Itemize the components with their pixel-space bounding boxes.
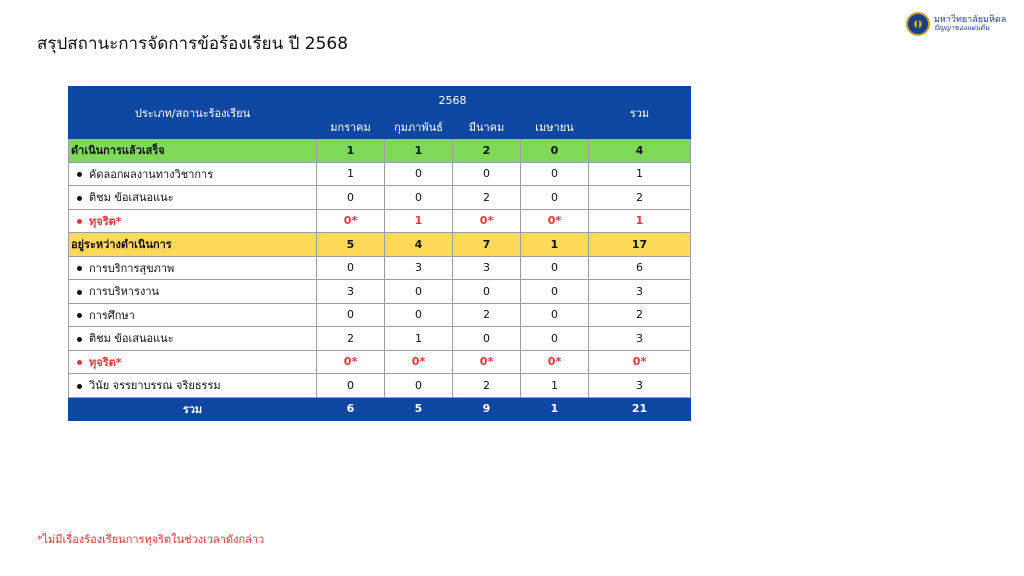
- group-row-completed: [69, 139, 691, 163]
- header-month: มกราคม: [317, 115, 385, 139]
- cell: 1: [317, 139, 385, 163]
- cell: 0: [385, 186, 453, 210]
- cell: 2: [453, 374, 521, 398]
- bullet-icon: [77, 196, 82, 201]
- row-total: 4: [589, 139, 691, 163]
- grand-total-row: [69, 397, 691, 421]
- table-row: [69, 327, 691, 351]
- cell: 0: [317, 303, 385, 327]
- table-row: [69, 256, 691, 280]
- footnote: *ไม่มีเรื่องร้องเรียนการทุจริตในช่วงเวลาดังกล่าว: [37, 533, 265, 546]
- cell: 4: [385, 233, 453, 257]
- cell: 0*: [317, 209, 385, 233]
- cell: 0*: [521, 209, 589, 233]
- grand-total-label: รวม: [69, 397, 317, 421]
- bullet-icon: [77, 219, 82, 224]
- cell: 0*: [317, 350, 385, 374]
- header-total: รวม: [589, 87, 691, 139]
- cell: 7: [453, 233, 521, 257]
- cell: 9: [453, 397, 521, 421]
- complaint-status-table: [68, 86, 691, 421]
- emblem-icon: [906, 12, 930, 36]
- table-row: [69, 374, 691, 398]
- cell: 0: [521, 256, 589, 280]
- cell: 0: [453, 327, 521, 351]
- row-total: 0*: [589, 350, 691, 374]
- cell: 0*: [453, 350, 521, 374]
- header-month: เมษายน: [521, 115, 589, 139]
- row-label: คัดลอกผลงานทางวิชาการ: [89, 167, 214, 181]
- row-total: 1: [589, 162, 691, 186]
- cell: 1: [385, 327, 453, 351]
- bullet-icon: [77, 384, 82, 389]
- cell: 1: [317, 162, 385, 186]
- table-row: [69, 280, 691, 304]
- cell: 0: [385, 303, 453, 327]
- table-row-corruption: [69, 209, 691, 233]
- cell: 1: [521, 233, 589, 257]
- cell: 0*: [521, 350, 589, 374]
- cell: 5: [385, 397, 453, 421]
- cell: 0*: [385, 350, 453, 374]
- bullet-icon: [77, 313, 82, 318]
- row-total: 6: [589, 256, 691, 280]
- row-label: การบริหารงาน: [89, 285, 160, 299]
- cell: 0: [453, 162, 521, 186]
- cell: 0: [317, 374, 385, 398]
- cell: 2: [453, 303, 521, 327]
- cell: 3: [453, 256, 521, 280]
- university-logo: [906, 12, 1006, 36]
- cell: 0: [385, 162, 453, 186]
- row-total: 2: [589, 186, 691, 210]
- cell: 0: [521, 186, 589, 210]
- logo-name: มหาวิทยาลัยมหิดล: [934, 14, 1007, 25]
- cell: 5: [317, 233, 385, 257]
- header-month: มีนาคม: [453, 115, 521, 139]
- cell: 2: [453, 186, 521, 210]
- row-label: การบริการสุขภาพ: [89, 261, 175, 275]
- page-title: สรุปสถานะการจัดการข้อร้องเรียน ปี 2568: [37, 34, 349, 54]
- cell: 3: [317, 280, 385, 304]
- cell: 1: [521, 374, 589, 398]
- group-label: ดำเนินการแล้วเสร็จ: [69, 139, 317, 163]
- row-label: ทุจริต*: [89, 355, 122, 369]
- table-row: [69, 303, 691, 327]
- bullet-icon: [77, 290, 82, 295]
- cell: 0: [521, 303, 589, 327]
- bullet-icon: [77, 360, 82, 365]
- cell: 0: [521, 139, 589, 163]
- row-label: วินัย จรรยาบรรณ จริยธรรม: [89, 379, 221, 393]
- table-row: [69, 186, 691, 210]
- bullet-icon: [77, 172, 82, 177]
- cell: 0*: [453, 209, 521, 233]
- group-row-in-progress: [69, 233, 691, 257]
- header-month: กุมภาพันธ์: [385, 115, 453, 139]
- row-label: การศึกษา: [89, 308, 135, 322]
- bullet-icon: [77, 266, 82, 271]
- table-row-corruption: [69, 350, 691, 374]
- cell: 0: [521, 162, 589, 186]
- row-label: ติชม ข้อเสนอแนะ: [89, 332, 174, 346]
- header-category: ประเภท/สถานะร้องเรียน: [69, 87, 317, 139]
- row-total: 3: [589, 374, 691, 398]
- grand-total-value: 21: [589, 397, 691, 421]
- row-total: 2: [589, 303, 691, 327]
- bullet-icon: [77, 337, 82, 342]
- cell: 0: [385, 374, 453, 398]
- cell: 0: [453, 280, 521, 304]
- cell: 0: [317, 186, 385, 210]
- cell: 6: [317, 397, 385, 421]
- cell: 3: [385, 256, 453, 280]
- row-total: 17: [589, 233, 691, 257]
- cell: 0: [521, 327, 589, 351]
- cell: 1: [385, 209, 453, 233]
- header-year: 2568: [317, 87, 589, 115]
- cell: 2: [317, 327, 385, 351]
- row-total: 3: [589, 327, 691, 351]
- cell: 2: [453, 139, 521, 163]
- cell: 0: [521, 280, 589, 304]
- cell: 0: [317, 256, 385, 280]
- logo-subtitle: ปัญญาของแผ่นดิน: [934, 24, 990, 33]
- table-row: [69, 162, 691, 186]
- row-label: ติชม ข้อเสนอแนะ: [89, 191, 174, 205]
- row-label: ทุจริต*: [89, 214, 122, 228]
- row-total: 3: [589, 280, 691, 304]
- cell: 1: [385, 139, 453, 163]
- cell: 0: [385, 280, 453, 304]
- group-label: อยู่ระหว่างดำเนินการ: [69, 233, 317, 257]
- row-total: 1: [589, 209, 691, 233]
- cell: 1: [521, 397, 589, 421]
